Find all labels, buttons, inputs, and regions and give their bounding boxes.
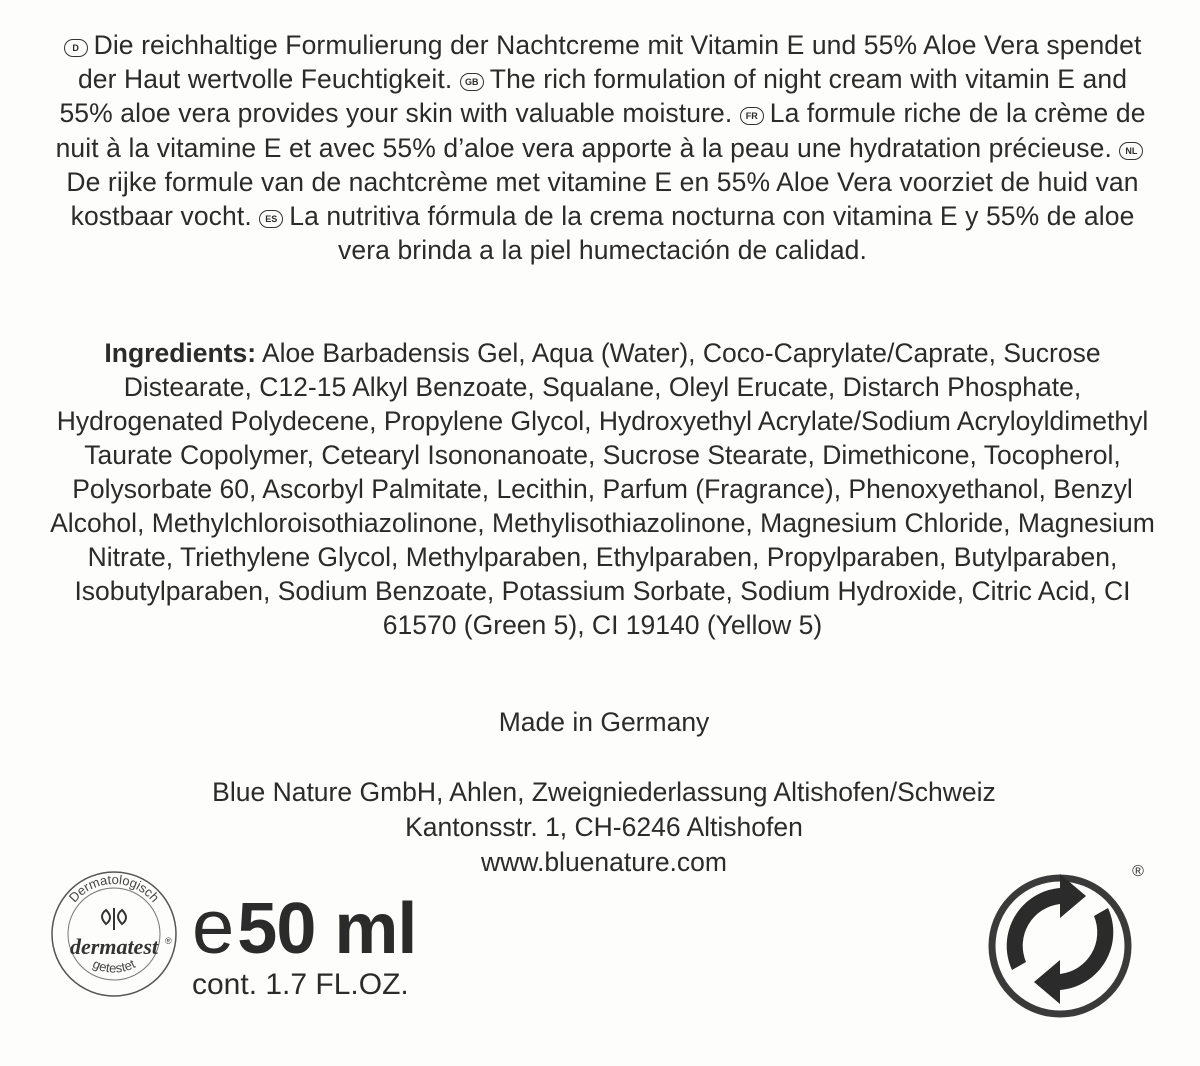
language-badge-gb: GB [460, 73, 484, 91]
green-dot-recycle-icon [988, 858, 1148, 1018]
language-badge-es: ES [259, 210, 283, 228]
volume-amount: 50 ml [237, 889, 417, 969]
ingredients-list [50, 336, 1155, 642]
estimated-sign: e [192, 885, 234, 970]
seal-center-text: dermatest [70, 934, 158, 959]
language-badge-de: D [64, 39, 88, 57]
address-line-company: Blue Nature GmbH, Ahlen, Zweigniederlassung Altishofen/Schweiz [212, 777, 996, 807]
seal-registered-mark: ® [165, 936, 172, 946]
seal-top-text: Dermatologisch [65, 871, 163, 906]
ingredients-text: Aloe Barbadensis Gel, Aqua (Water), Coco-Caprylate/Caprate, Sucrose Distearate, C12-15 Alkyl Benzoate, Squalane, Oleyl Erucate, Distarch Phosphate, Hydrogenated Polydecene, Propylene Glycol, Hydroxyethyl Acrylate/Sodium Acryloyldimethyl Taurate Copolymer, Cetearyl Isononanoate, Sucrose Stearate, Dimethicone, Tocopherol, Polysorbate 60, Ascorbyl Palmitate, Lecithin, Parfum (Fragrance), Phenoxyethanol, Benzyl Alcohol, Methylchloroisothiazolinone, Methylisothiazolinone, Magnesium Chloride, Magnesium Nitrate, Triethylene Glycol, Methylparaben, Ethylparaben, Propylparaben, Butylparaben, Isobutylparaben, Sodium Benzoate, Potassium Sorbate, Sodium Hydroxide, Citric Acid, CI 61570 (Green 5), CI 19140 (Yellow 5) [50, 338, 1155, 640]
recycle-registered-mark: ® [1132, 863, 1144, 880]
description-fr: La formule riche de la crème de nuit à la vitamine E et avec 55% d’aloe vera apporte à la peau une hydratation précieuse. [55, 98, 1146, 163]
seal-bottom-text: getestet [90, 956, 138, 976]
ingredients-label: Ingredients: [104, 338, 257, 368]
description-nl: De rijke formule van de nachtcrème met vitamine E en 55% Aloe Vera voorziet de huid van kostbaar vocht. [66, 166, 1139, 232]
address-line-street: Kantonsstr. 1, CH-6246 Altishofen [405, 812, 803, 842]
seal-emblem-icon [102, 908, 126, 930]
dermatest-seal-icon [48, 868, 180, 1000]
volume-imperial: cont. 1.7 FL.OZ. [192, 968, 409, 1001]
description-gb: The rich formulation of night cream with vitamin E and 55% aloe vera provides your skin with valuable moisture. [59, 64, 1128, 129]
description-de: Die reichhaltige Formulierung der Nachtcreme mit Vitamin E und 55% Aloe Vera spendet der Haut wertvolle Feuchtigkeit. [77, 30, 1142, 95]
made-in-text: Made in Germany [498, 707, 710, 737]
description-paragraph [55, 28, 1150, 267]
language-badge-fr: FR [740, 107, 764, 125]
website-link: www.bluenature.com [481, 847, 727, 877]
description-es: La nutritiva fórmula de la crema nocturna con vitamina E y 55% de aloe vera brinda a la piel humectación de calidad. [289, 201, 1135, 266]
language-badge-nl: NL [1119, 142, 1143, 160]
volume-block [192, 885, 417, 1001]
